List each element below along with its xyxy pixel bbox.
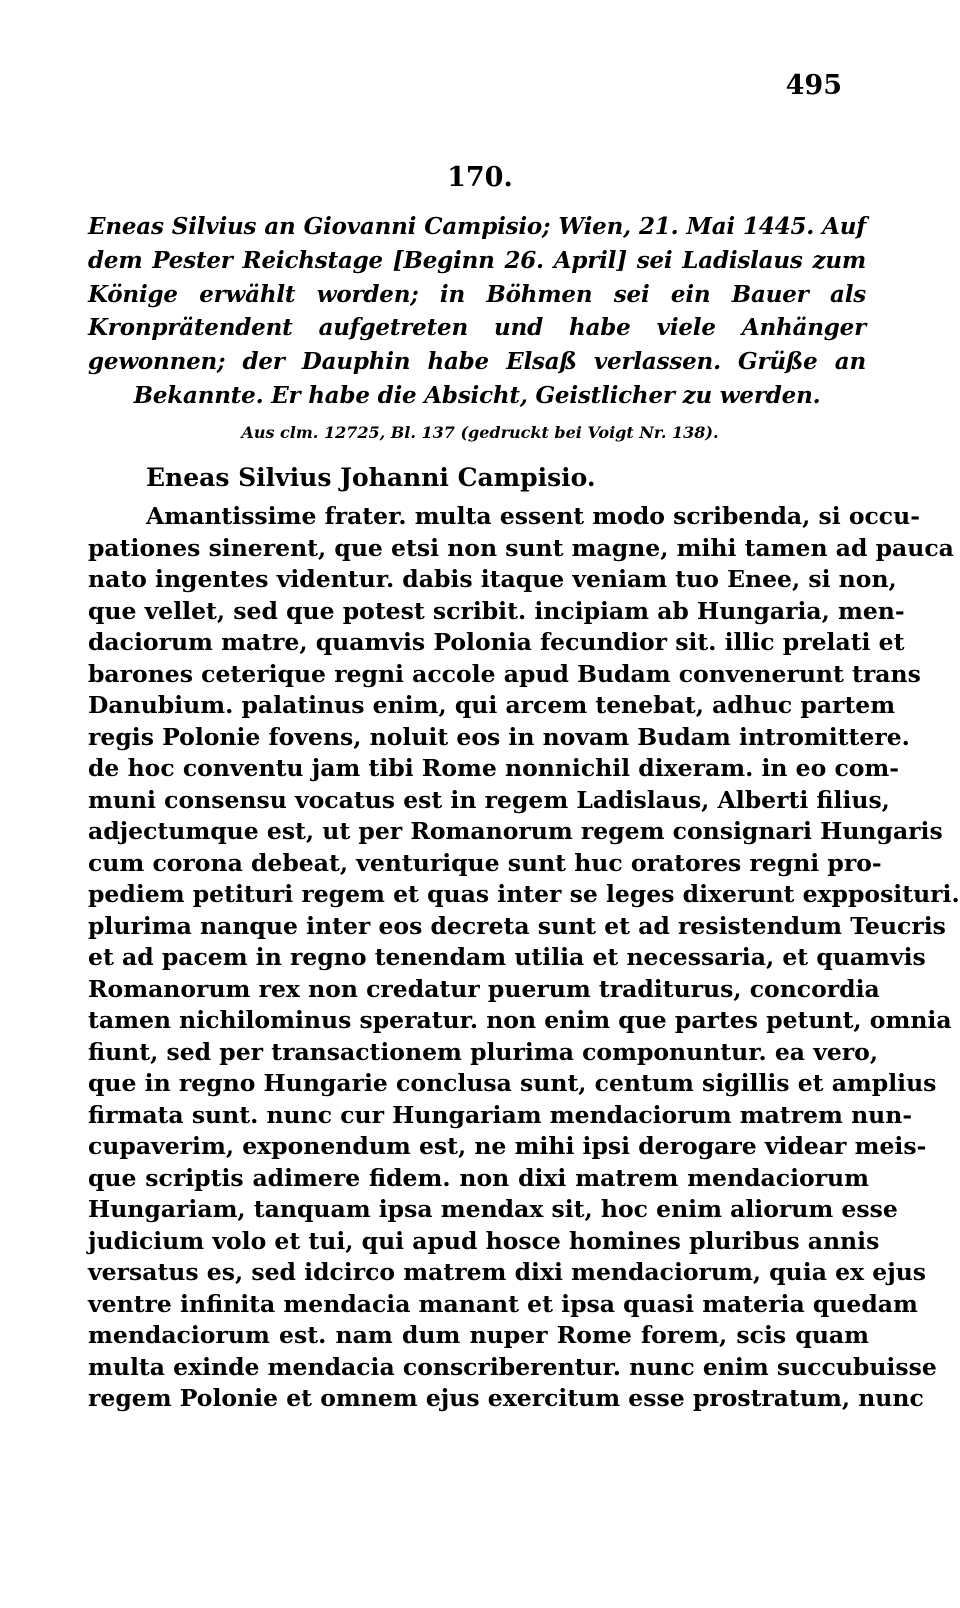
body-line: mendaciorum est. nam dum nuper Rome forem, scis quam bbox=[88, 1321, 869, 1349]
body-line: regem Polonie et omnem ejus exercitum esse prostratum, nunc bbox=[88, 1384, 924, 1412]
body-line: que vellet, sed que potest scribit. incipiam ab Hungaria, men- bbox=[88, 596, 905, 625]
regest-summary: Eneas Silvius an Giovanni Campisio; Wien, 21. Mai 1445. Auf dem Pester Reichstage [Beginn 26. April] sei Ladislaus zum Könige erwählt worden; in Böhmen sei ein Bauer als Kronprätendent aufgetreten und habe viele Anhänger gewonnen; der Dauphin habe Elsaß verlassen. Grüße an Bekannte. Er habe die Absicht, Geistlicher zu werden. bbox=[88, 213, 866, 409]
body-line: que in regno Hungarie conclusa sunt, centum sigillis et amplius bbox=[88, 1069, 937, 1097]
body-line: que scriptis adimere fidem. non dixi matrem mendaciorum bbox=[88, 1163, 869, 1192]
source-reference: Aus clm. 12725, Bl. 137 (gedruckt bei Voigt Nr. 138). bbox=[241, 423, 719, 442]
body-line: adjectumque est, ut per Romanorum regem consignari Hungaris bbox=[88, 817, 943, 845]
body-line: Amantissime frater. multa essent modo scribenda, si occu- bbox=[146, 502, 920, 530]
body-line: multa exinde mendacia conscriberentur. nunc enim succubuisse bbox=[88, 1352, 937, 1381]
body-line: muni consensu vocatus est in regem Ladislaus, Alberti filius, bbox=[88, 785, 890, 814]
body-line: judicium volo et tui, qui apud hosce homines pluribus annis bbox=[88, 1226, 880, 1255]
page-number: 495 bbox=[785, 70, 842, 101]
body-line: Romanorum rex non credatur puerum traditurus, concordia bbox=[88, 974, 880, 1003]
body-line: et ad pacem in regno tenendam utilia et necessaria, et quamvis bbox=[88, 943, 926, 971]
body-line: nato ingentes videntur. dabis itaque veniam tuo Enee, si non, bbox=[88, 565, 897, 593]
body-line: fiunt, sed per transactionem plurima componuntur. ea vero, bbox=[88, 1037, 879, 1066]
body-line: daciorum matre, quamvis Polonia fecundior sit. illic prelati et bbox=[88, 628, 905, 656]
body-line: cum corona debeat, venturique sunt huc oratores regni pro- bbox=[88, 848, 882, 877]
body-line: plurima nanque inter eos decreta sunt et ad resistendum Teucris bbox=[88, 911, 946, 940]
body-line: pediem petituri regem et quas inter se leges dixerunt expposituri. bbox=[88, 880, 960, 908]
body-line: versatus es, sed idcirco matrem dixi mendaciorum, quia ex ejus bbox=[88, 1258, 927, 1286]
document-number: 170. bbox=[447, 162, 513, 193]
body-line: cupaverim, exponendum est, ne mihi ipsi derogare videar meis- bbox=[88, 1132, 927, 1160]
body-line: ventre infinita mendacia manant et ipsa quasi materia quedam bbox=[88, 1289, 918, 1318]
body-line: de hoc conventu jam tibi Rome nonnichil dixeram. in eo com- bbox=[88, 754, 900, 782]
body-line: pationes sinerent, que etsi non sunt magne, mihi tamen ad pauca bbox=[88, 533, 954, 562]
body-line: Hungariam, tanquam ipsa mendax sit, hoc enim aliorum esse bbox=[88, 1195, 898, 1223]
letter-greeting: Eneas Silvius Johanni Campisio. bbox=[146, 463, 596, 492]
body-line: regis Polonie fovens, noluit eos in novam Budam intromittere. bbox=[88, 722, 910, 751]
body-line: firmata sunt. nunc cur Hungariam mendaciorum matrem nun- bbox=[88, 1100, 913, 1129]
body-line: Danubium. palatinus enim, qui arcem tenebat, adhuc partem bbox=[88, 691, 896, 719]
letter-body bbox=[88, 501, 960, 1415]
body-line: tamen nichilominus speratur. non enim que partes petunt, omnia bbox=[88, 1006, 952, 1034]
body-line: barones ceterique regni accole apud Budam convenerunt trans bbox=[88, 659, 921, 688]
